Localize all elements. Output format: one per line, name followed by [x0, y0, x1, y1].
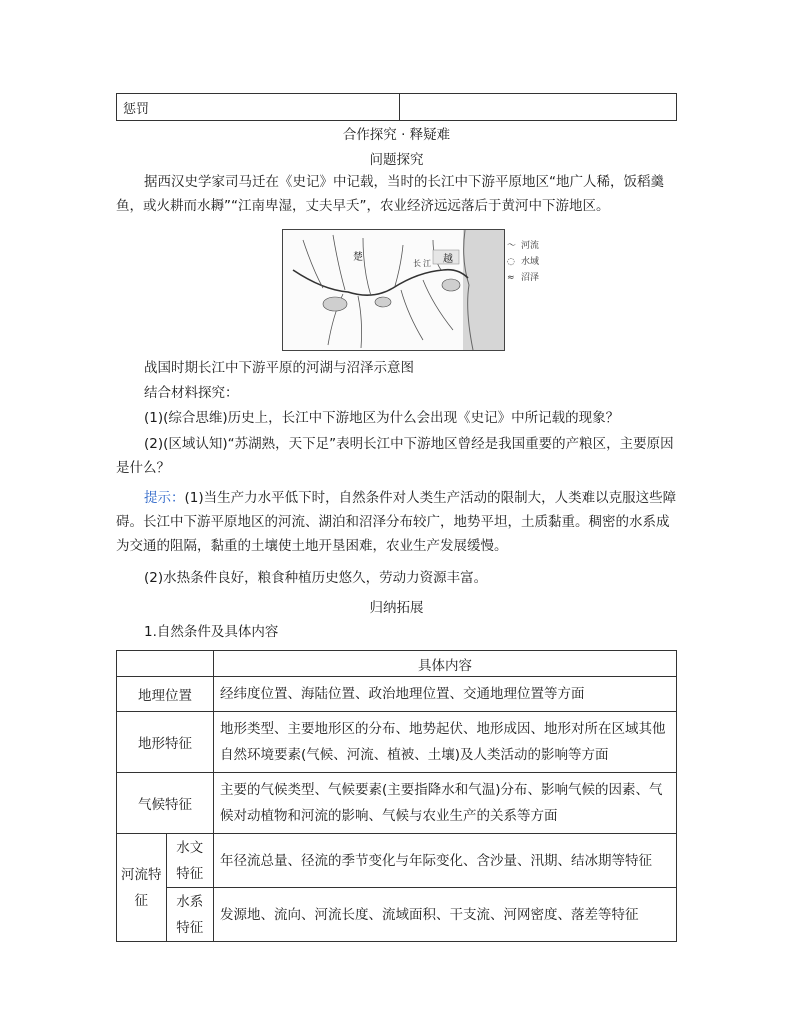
map-figure	[282, 229, 505, 351]
list-title: 1.自然条件及具体内容	[144, 624, 279, 640]
marsh-icon: ≈	[507, 273, 515, 283]
subsection-title-summary: 归纳拓展	[369, 600, 424, 616]
sea-area	[463, 230, 504, 350]
hint-label: 提示：	[144, 490, 185, 506]
legend-river: 〜 河流	[507, 238, 539, 254]
subrow-content-water-system: 发源地、流向、河流长度、流域面积、干支流、河网密度、落差等特征	[214, 888, 677, 942]
table-row	[117, 712, 677, 773]
map-label-chu: 楚	[353, 252, 363, 263]
legend-lake: ◌ 水域	[507, 254, 539, 270]
table-row	[117, 888, 677, 942]
map-label-chang: 长	[413, 259, 421, 268]
natural-conditions-table	[116, 650, 677, 942]
explore-label: 结合材料探究：	[144, 385, 239, 401]
subrow-label-hydrology: 水文特征	[166, 834, 213, 888]
map-drawing	[283, 230, 504, 350]
hint-paragraph-2: (2)水热条件良好，粮食种植历史悠久，劳动力资源丰富。	[144, 570, 488, 586]
lake-tai	[442, 279, 460, 291]
subrow-content-hydrology: 年径流总量、径流的季节变化与年际变化、含沙量、汛期、结冰期等特征	[214, 834, 677, 888]
row-label-river: 河流特征	[117, 834, 167, 942]
map-legend	[507, 238, 539, 286]
question-2: (2)(区域认知)“苏湖熟，天下足”表明长江中下游地区曾经是我国重要的产粮区，主要原因是什么？	[116, 436, 674, 476]
map-label-yue: 越	[443, 254, 453, 265]
legend-marsh: ≈ 沼泽	[507, 270, 539, 286]
row-label-terrain: 地形特征	[117, 712, 214, 773]
table-header-empty	[117, 651, 214, 677]
map-caption: 战国时期长江中下游平原的河湖与沼泽示意图	[144, 360, 414, 376]
intro-paragraph: 据西汉史学家司马迁在《史记》中记载，当时的长江中下游平原地区“地广人稀，饭稻羹鱼，或火耕而水耨”“江南卑湿，丈夫早夭”，农业经济远远落后于黄河中下游地区。	[116, 174, 664, 214]
top-table	[116, 93, 677, 121]
table-row	[117, 834, 677, 888]
yangtze-river	[293, 270, 468, 296]
river-icon: 〜	[507, 241, 517, 251]
map-label-jiang: 江	[423, 259, 431, 268]
table-header-row	[117, 651, 677, 677]
subrow-label-water-system: 水系特征	[166, 888, 213, 942]
row-label-climate: 气候特征	[117, 773, 214, 834]
lake-dongting	[323, 297, 347, 311]
hint-paragraph-1	[116, 486, 677, 558]
row-content-climate: 主要的气候类型、气候要素(主要指降水和气温)分布、影响气候的因素、气候对动植物和河流的影响、气候与农业生产的关系等方面	[214, 773, 677, 834]
row-content-terrain: 地形类型、主要地形区的分布、地势起伏、地形成因、地形对所在区域其他自然环境要素(气候、河流、植被、土壤)及人类活动的影响等方面	[214, 712, 677, 773]
row-content-location: 经纬度位置、海陆位置、政治地理位置、交通地理位置等方面	[214, 677, 677, 712]
table-header-content: 具体内容	[214, 651, 677, 677]
question-1: (1)(综合思维)历史上，长江中下游地区为什么会出现《史记》中所记载的现象？	[144, 410, 620, 426]
subsection-title-explore: 问题探究	[369, 152, 424, 168]
row-label-location: 地理位置	[117, 677, 214, 712]
lake-poyang	[375, 297, 391, 307]
table-row	[117, 677, 677, 712]
hint-text-1: (1)当生产力水平低下时，自然条件对人类生产活动的限制大，人类难以克服这些障碍。长江中下游平原地区的河流、湖泊和沼泽分布较广，地势平坦，土质黏重。稠密的水系成为交通的阻隔，黏重的土壤使土地开垦困难，农业生产发展缓慢。	[116, 490, 677, 554]
top-cell-right	[400, 94, 677, 121]
section-title: 合作探究 · 释疑难	[342, 127, 451, 143]
lake-icon: ◌	[507, 257, 515, 267]
table-row	[117, 773, 677, 834]
top-cell-left: 惩罚	[117, 94, 400, 121]
